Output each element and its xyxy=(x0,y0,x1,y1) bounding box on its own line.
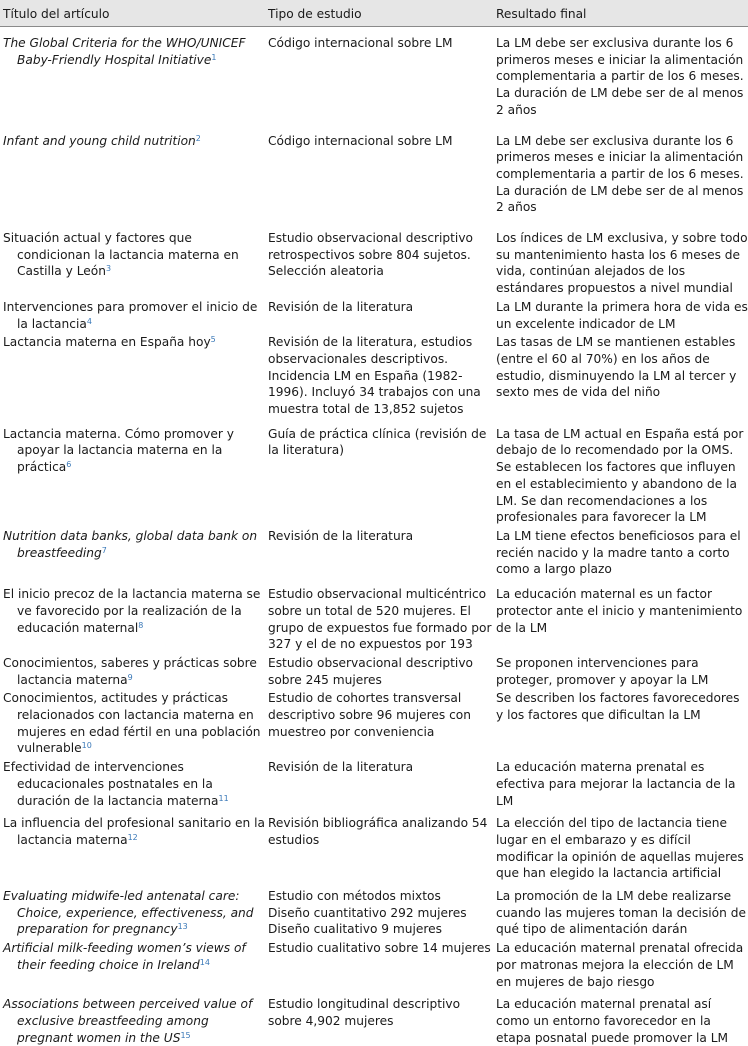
table-row xyxy=(0,297,748,332)
table-row xyxy=(0,27,748,119)
study-type: Estudio con métodos mixtos Diseño cuantitativo 292 mujeres Diseño cualitativo 9 mujeres xyxy=(268,889,467,937)
final-result: Los índices de LM exclusiva, y sobre todo su mantenimiento hasta los 6 meses de vida, continúan alejados de los estándares propuestos a nivel mundial xyxy=(496,231,748,296)
study-type: Revisión de la literatura, estudios observacionales descriptivos. Incidencia LM en España (1982-1996). Incluyó 34 trabajos con una muestra total de 13,852 sujetos xyxy=(268,335,481,417)
final-result: La promoción de la LM debe realizarse cuando las mujeres toman la decisión de qué tipo de alimentación darán xyxy=(496,889,746,937)
study-type: Estudio longitudinal descriptivo sobre 4,902 mujeres xyxy=(268,997,461,1028)
table-header-row xyxy=(0,0,748,27)
study-type: Estudio cualitativo sobre 14 mujeres xyxy=(268,941,491,956)
reference-link[interactable]: 9 xyxy=(127,672,133,682)
table-row xyxy=(0,578,748,653)
reference-link[interactable]: 3 xyxy=(105,264,112,274)
final-result: La elección del tipo de lactancia tiene lugar en el embarazo y es difícil modificar la opinión de aquellas mujeres que han elegido la lactancia artificial xyxy=(496,816,744,881)
article-title: Associations between perceived value of exclusive breastfeeding among pregnant women in the US$^{15}$ xyxy=(3,997,253,1045)
table-row xyxy=(0,332,748,418)
reference-link[interactable]: 13 xyxy=(177,922,188,932)
study-type: Revisión de la literatura xyxy=(268,760,414,775)
final-result: La LM tiene efectos beneficiosos para el recién nacido y la madre tanto a corto como a largo plazo xyxy=(496,528,741,577)
study-type: Estudio observacional multicéntrico sobre un total de 520 mujeres. El grupo de expuestos fue formado por 327 y el de no expuestos por 193 xyxy=(268,587,492,652)
final-result: La educación maternal prenatal ofrecida por matronas mejora la elección de LM en mujeres de bajo riesgo xyxy=(496,941,744,989)
final-result: Se describen los factores favorecedores y los factores que dificultan la LM xyxy=(496,691,740,723)
article-title: Lactancia materna en España hoy$^5$ xyxy=(3,335,216,350)
article-title: Evaluating midwife-led antenatal care: Choice, experience, effectiveness, and preparation for pregnancy$^{13}$ xyxy=(3,889,254,937)
article-title: The Global Criteria for the WHO/UNICEF Baby-Friendly Hospital Initiative$^1$ xyxy=(3,36,246,67)
study-type: Revisión bibliográfica analizando 54 estudios xyxy=(268,816,488,847)
article-title: Situación actual y factores que condicionan la lactancia materna en Castilla y León$^3$ xyxy=(3,231,239,279)
table-row xyxy=(0,938,748,990)
reference-link[interactable]: 10 xyxy=(81,741,92,751)
table-row xyxy=(0,526,748,578)
article-title: Conocimientos, actitudes y prácticas relacionados con lactancia materna en mujeres en edad fértil en una población vulnerable$^{10}$ xyxy=(3,691,261,756)
study-type: Código internacional sobre LM xyxy=(268,133,453,148)
header-title: Título del artículo xyxy=(0,0,265,27)
study-type: Estudio de cohortes transversal descriptivo sobre 96 mujeres con muestreo por conveniencia xyxy=(268,691,471,739)
table-row xyxy=(0,653,748,688)
article-title: Intervenciones para promover el inicio de la lactancia$^4$ xyxy=(3,299,258,331)
reference-link[interactable]: 8 xyxy=(138,620,144,630)
table-row xyxy=(0,688,748,757)
reference-link[interactable]: 2 xyxy=(195,133,201,143)
table-row xyxy=(0,119,748,217)
reference-link[interactable]: 5 xyxy=(210,335,216,345)
final-result: La LM debe ser exclusiva durante los 6 primeros meses e iniciar la alimentación complementaria a partir de los 6 meses. La duración de LM debe ser de al menos 2 años xyxy=(496,133,744,215)
article-title: La influencia del profesional sanitario en la lactancia materna$^{12}$ xyxy=(3,816,266,847)
final-result: La LM debe ser exclusiva durante los 6 primeros meses e iniciar la alimentación complementaria a partir de los 6 meses. La duración de LM debe ser de al menos 2 años xyxy=(496,36,744,117)
table-row xyxy=(0,216,748,297)
final-result: La educación maternal es un factor protector ante el inicio y mantenimiento de la LM xyxy=(496,587,743,635)
table-row xyxy=(0,757,748,809)
final-result: La educación maternal prenatal así como un entorno favorecedor en la etapa posnatal puede promover la LM xyxy=(496,997,729,1045)
study-type: Revisión de la literatura xyxy=(268,299,414,314)
header-result: Resultado final xyxy=(493,0,748,27)
article-title: Lactancia materna. Cómo promover y apoyar la lactancia materna en la práctica$^6$ xyxy=(3,426,234,475)
study-type: Guía de práctica clínica (revisión de la literatura) xyxy=(268,426,487,458)
study-type: Estudio observacional descriptivo sobre 245 mujeres xyxy=(268,655,473,687)
table-row xyxy=(0,990,748,1046)
article-title: Conocimientos, saberes y prácticas sobre lactancia materna$^9$ xyxy=(3,655,257,687)
final-result: La educación materna prenatal es efectiva para mejorar la lactancia de la LM xyxy=(496,760,736,808)
final-result: La LM durante la primera hora de vida es un excelente indicador de LM xyxy=(496,299,748,331)
final-result: La tasa de LM actual en España está por debajo de lo recomendado por la OMS. Se establecen los factores que influyen en el establecimiento y abandono de la LM. Se dan recomendaciones a los profesionales para favorecer la LM xyxy=(496,426,744,525)
article-title: Nutrition data banks, global data bank on breastfeeding$^7$ xyxy=(3,528,258,560)
table-row xyxy=(0,882,748,938)
article-title: Artificial milk-feeding women’s views of their feeding choice in Ireland$^{14}$ xyxy=(3,941,246,972)
reference-link[interactable]: 1 xyxy=(211,52,217,62)
study-type: Estudio observacional descriptivo retrospectivos sobre 804 sujetos. Selección aleatoria xyxy=(268,231,473,279)
reference-link[interactable]: 15 xyxy=(180,1030,191,1040)
table-row xyxy=(0,418,748,526)
reference-link[interactable]: 7 xyxy=(101,545,107,555)
final-result: Las tasas de LM se mantienen estables (entre el 60 al 70%) en los años de estudio, disminuyendo la LM al tercer y sexto mes de vida del niño xyxy=(496,335,737,400)
reference-link[interactable]: 11 xyxy=(218,793,229,803)
header-type: Tipo de estudio xyxy=(265,0,493,27)
article-title: Infant and young child nutrition$^2$ xyxy=(3,133,201,148)
final-result: Se proponen intervenciones para proteger, promover y apoyar la LM xyxy=(496,655,709,687)
reference-link[interactable]: 12 xyxy=(127,832,138,842)
reference-link[interactable]: 4 xyxy=(86,316,92,326)
table-row xyxy=(0,809,748,882)
study-type: Código internacional sobre LM xyxy=(268,36,453,50)
article-title: El inicio precoz de la lactancia materna se ve favorecido por la realización de la educación maternal$^8$ xyxy=(3,587,261,635)
reference-link[interactable]: 6 xyxy=(66,460,72,470)
reference-link[interactable]: 14 xyxy=(199,957,210,967)
article-title: Efectividad de intervenciones educacionales postnatales en la duración de la lactancia materna$^{11}$ xyxy=(3,760,229,808)
study-type: Revisión de la literatura xyxy=(268,528,414,543)
